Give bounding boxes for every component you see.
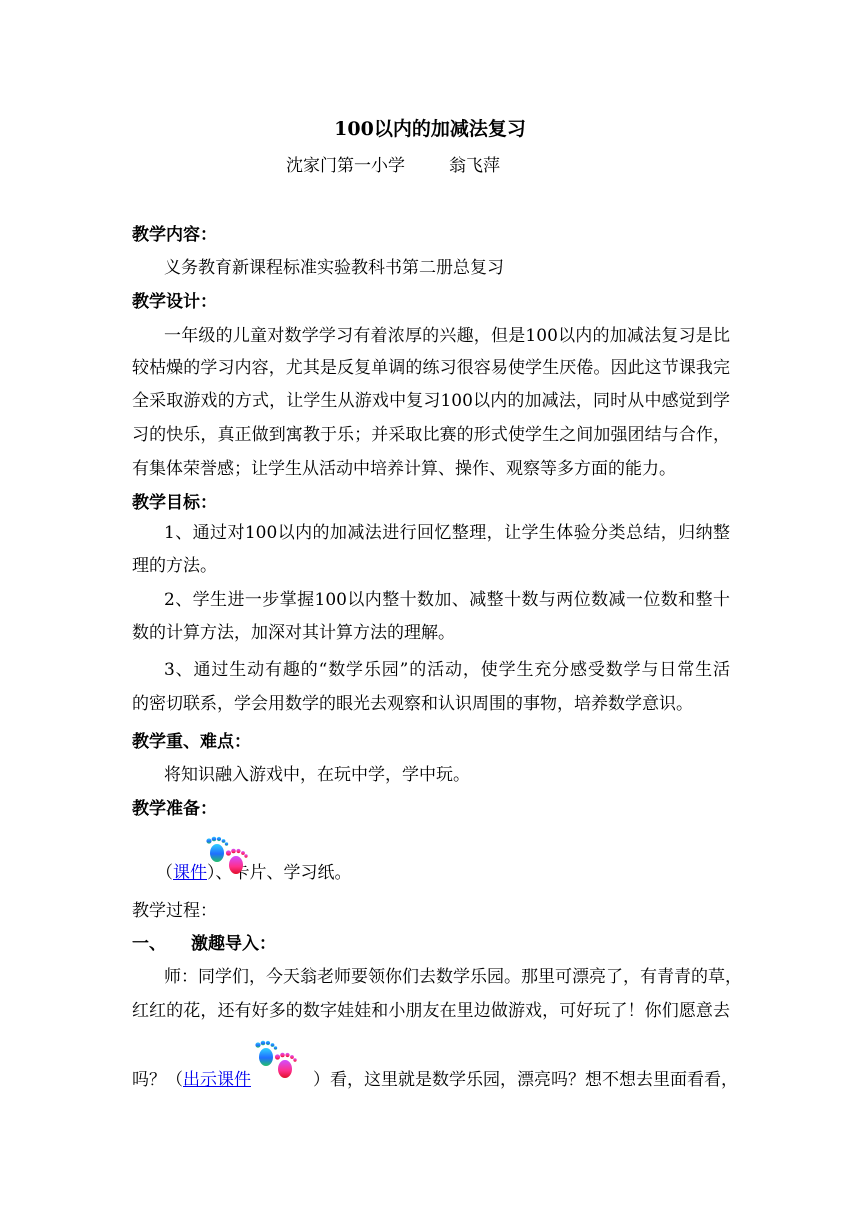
footprints-icon[interactable] xyxy=(252,1040,298,1082)
page-title: 100以内的加减法复习 xyxy=(334,118,526,140)
footprints-icon[interactable] xyxy=(203,836,249,878)
process-line: 师：同学们，今天翁老师要领你们去数学乐园。那里可漂亮了，有青青的草， xyxy=(164,967,742,987)
goal-line: 理的方法。 xyxy=(132,556,217,576)
author-line xyxy=(286,155,500,177)
content-heading: 教学内容： xyxy=(132,225,217,245)
show-courseware-link[interactable]: 出示课件 xyxy=(183,1070,251,1090)
design-line: 一年级的儿童对数学学习有着浓厚的兴趣，但是100以内的加减法复习是比 xyxy=(164,326,730,346)
design-heading: 教学设计： xyxy=(132,292,217,312)
goal-line: 3、通过生动有趣的“数学乐园”的活动，使学生充分感受数学与日常生活 xyxy=(164,660,730,680)
prep-rest: ）、卡片、学习纸。 xyxy=(207,863,352,883)
goal-line: 2、学生进一步掌握100以内整十数加、减整十数与两位数减一位数和整十 xyxy=(164,590,730,610)
process-last-pre: 吗？（ xyxy=(132,1070,183,1090)
process-heading: 教学过程： xyxy=(132,901,217,921)
goal-line: 数的计算方法，加深对其计算方法的理解。 xyxy=(132,623,455,643)
goals-heading: 教学目标： xyxy=(132,493,217,513)
keypoints-heading: 教学重、难点： xyxy=(132,732,251,752)
section-one-title: 激趣导入： xyxy=(191,934,276,954)
prep-heading: 教学准备： xyxy=(132,799,217,819)
design-line: 全采取游戏的方式，让学生从游戏中复习100以内的加减法，同时从中感觉到学 xyxy=(132,391,730,411)
process-line: 红红的花，还有好多的数字娃娃和小朋友在里边做游戏，可好玩了！你们愿意去 xyxy=(132,1001,730,1021)
open-paren: （ xyxy=(156,863,173,883)
process-last-post: ）看，这里就是数学乐园，漂亮吗？想不想去里面看看， xyxy=(313,1070,738,1090)
school-name: 沈家门第一小学 xyxy=(286,156,405,176)
section-one-no: 一、 xyxy=(132,934,166,954)
courseware-link[interactable]: 课件 xyxy=(173,863,207,883)
content-text: 义务教育新课程标准实验教科书第二册总复习 xyxy=(164,258,504,278)
design-line: 习的快乐，真正做到寓教于乐；并采取比赛的形式使学生之间加强团结与合作， xyxy=(132,425,730,445)
design-line: 较枯燥的学习内容，尤其是反复单调的练习很容易使学生厌倦。因此这节课我完 xyxy=(132,358,730,378)
prep-line xyxy=(156,862,352,884)
goal-line: 的密切联系，学会用数学的眼光去观察和认识周围的事物，培养数学意识。 xyxy=(132,694,693,714)
keypoints-text: 将知识融入游戏中，在玩中学，学中玩。 xyxy=(164,765,470,785)
author-name: 翁飞萍 xyxy=(449,156,500,176)
process-last-line xyxy=(132,1069,738,1091)
goal-line: 1、通过对100以内的加减法进行回忆整理，让学生体验分类总结，归纳整 xyxy=(164,523,730,543)
design-line: 有集体荣誉感；让学生从活动中培养计算、操作、观察等多方面的能力。 xyxy=(132,459,676,479)
